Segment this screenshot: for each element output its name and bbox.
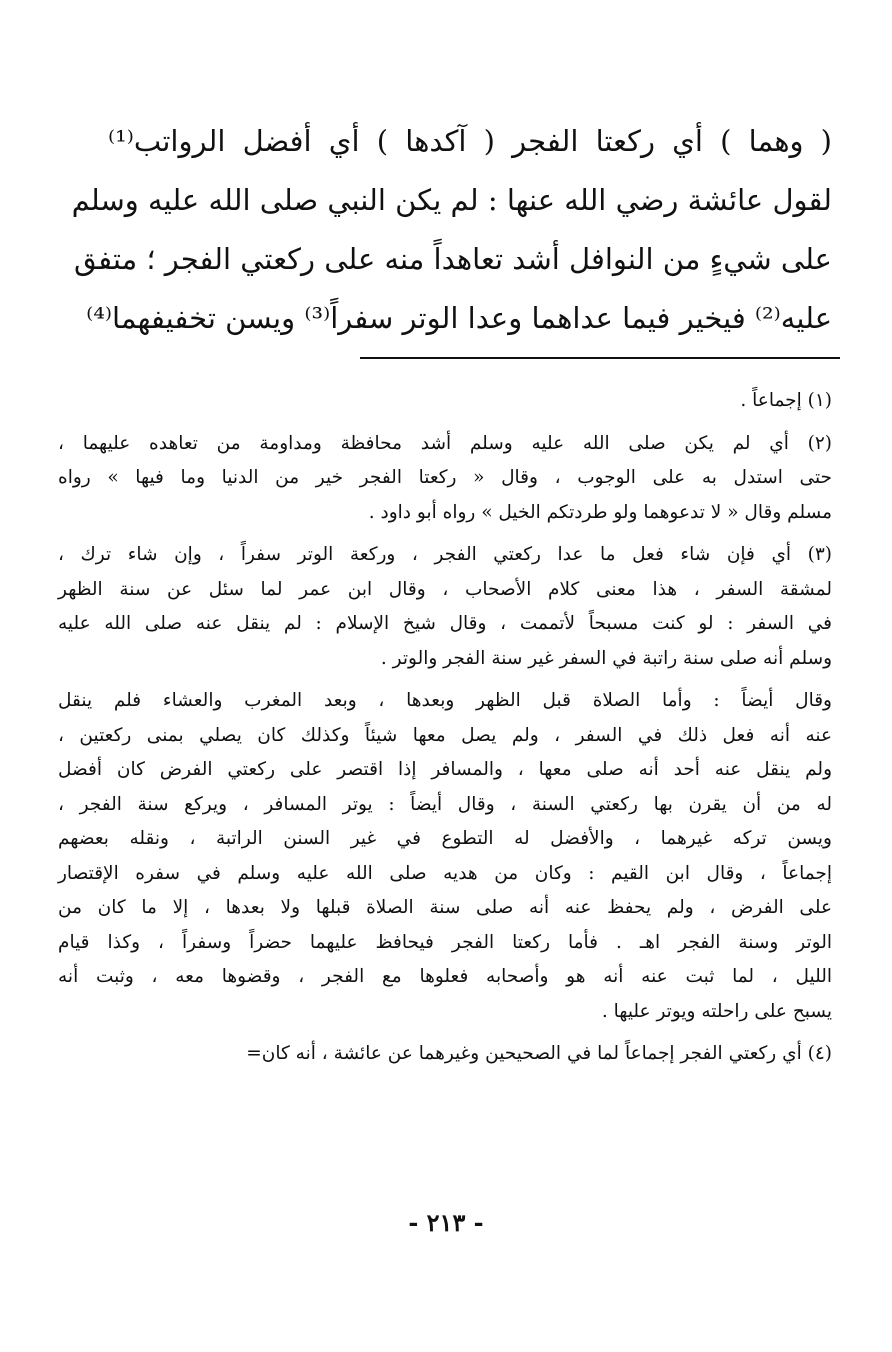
footnote-line: (٢) أي لم يكن صلى الله عليه وسلم أشد محافظة ومداومة من تعاهده عليهما ، [58, 432, 832, 454]
footnote-line: على الفرض ، ولم يحفظ عنه أنه صلى سنة الصلاة قبلها ولا بعدها ، إلا ما كان من [58, 897, 832, 918]
footnote-line: عنه أنه فعل ذلك في السفر ، ولم يصل معها شيئاً وكذلك كان يصلي بمنى ركعتين ، [58, 724, 832, 746]
footnote-line: (٤) أي ركعتي الفجر إجماعاً لما في الصحيحين وغيرهما عن عائشة ، أنه كان= [246, 1043, 832, 1064]
footnote-line: وسلم أنه صلى سنة راتبة في السفر غير سنة الفجر والوتر . [380, 647, 832, 669]
main-line-4: عليه⁽²⁾ فيخير فيما عداهما وعدا الوتر سفراً⁽³⁾ ويسن تخفيفهما⁽⁴⁾ [86, 301, 832, 335]
footnote-line: الوتر وسنة الفجر اهـ . فأما ركعتا الفجر فيحافظ عليهما حضراً وسفراً ، وكذا قيام [58, 931, 832, 953]
footnote-line: ولم ينقل عنه أحد أنه صلى معها ، والمسافر إذا اقتصر على ركعتي الفرض كان أفضل [58, 759, 832, 780]
footnote-line: في السفر : لو كنت مسبحاً لأتممت ، وقال شيخ الإسلام : لم ينقل عنه صلى الله عليه [58, 613, 832, 634]
footnote-line: لمشقة السفر ، هذا معنى كلام الأصحاب ، وقال ابن عمر لما سئل عن سنة الظهر [58, 578, 832, 600]
footnote-line: وقال أيضاً : وأما الصلاة قبل الظهر وبعدها ، وبعد المغرب والعشاء فلم ينقل [58, 690, 832, 711]
footnote-4 [58, 1037, 832, 1072]
footnote-line: حتى استدل به على الوجوب ، وقال « ركعتا الفجر خير من الدنيا وما فيها » رواه [58, 467, 832, 488]
main-line-3: على شيءٍ من النوافل أشد تعاهداً منه على ركعتي الفجر ؛ متفق [73, 242, 832, 276]
footnote-line: له من أن يقرن بها ركعتي السنة ، وقال أيضاً : يوتر المسافر ، ويركع سنة الفجر ، [58, 793, 832, 815]
footnote-1 [58, 384, 832, 419]
page-number: - ٢١٣ - [408, 1208, 484, 1237]
footnote-line: ويسن تركه غيرهما ، والأفضل له التطوع في غير السنن الراتبة ، ونقله بعضهم [58, 828, 832, 849]
footnotes [58, 384, 832, 1080]
footnote-line: يسبح على راحلته ويوتر عليها . [601, 1000, 832, 1022]
main-line-2: لقول عائشة رضي الله عنها : لم يكن النبي صلى الله عليه وسلم [71, 183, 832, 217]
main-text [71, 112, 832, 348]
footnote-line: (١) إجماعاً . [740, 390, 832, 411]
footnote-3-continued [58, 684, 832, 1029]
footnote-line: (٣) أي فإن شاء فعل ما عدا ركعتي الفجر ، وركعة الوتر سفراً ، وإن شاء ترك ، [58, 544, 832, 565]
footnote-3 [58, 538, 832, 676]
main-line-1: ( وهما ) أي ركعتا الفجر ( آكدها ) أي أفضل الرواتب⁽¹⁾ [108, 124, 832, 158]
footnote-line: الليل ، لما ثبت عنه أنه هو وأصحابه فعلوها مع الفجر ، وقضوها معه ، وثبت أنه [58, 966, 832, 987]
footnote-line: مسلم وقال « لا تدعوهما ولو طردتكم الخيل » رواه أبو داود . [368, 501, 832, 523]
footnote-line: إجماعاً ، وقال ابن القيم : وكان من هديه صلى الله عليه وسلم في سفره الإقتصار [58, 862, 832, 884]
footnote-2 [58, 427, 832, 531]
footnote-divider [360, 357, 840, 359]
